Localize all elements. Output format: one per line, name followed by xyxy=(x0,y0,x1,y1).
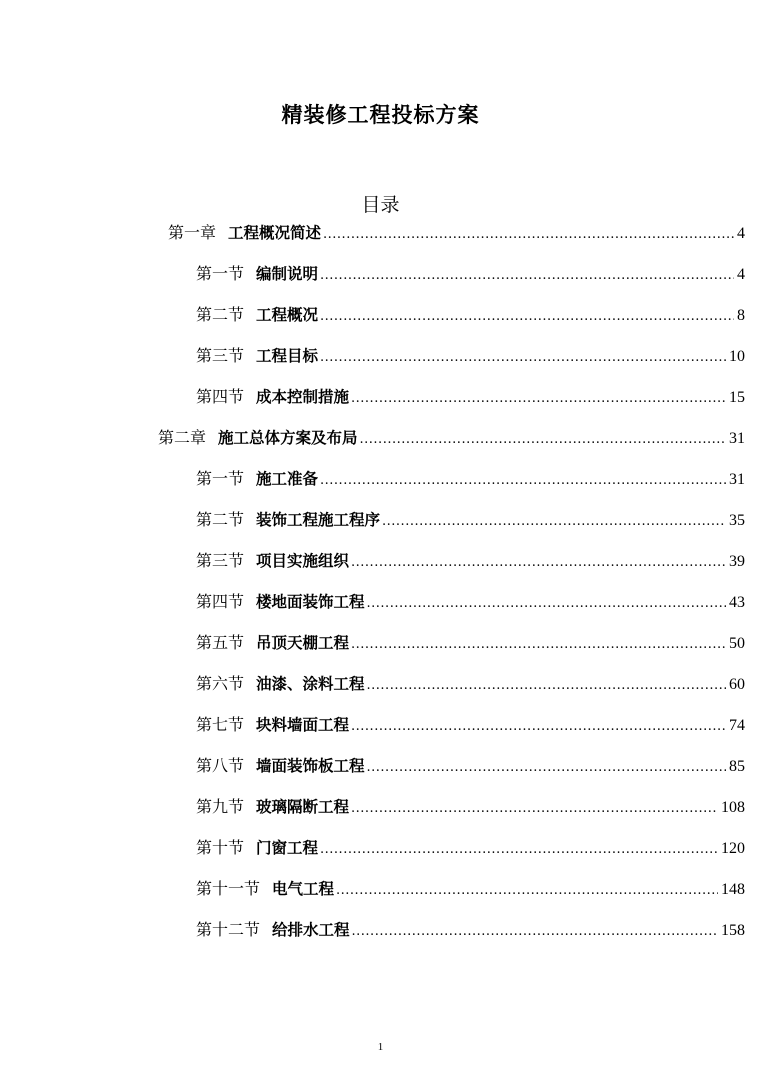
toc-entry-page: 31 xyxy=(729,430,745,447)
toc-entry-page: 158 xyxy=(721,922,745,939)
toc-entry-section[interactable] xyxy=(196,917,745,943)
toc-entry-number: 第一章 xyxy=(168,223,217,242)
toc-entry-number: 第二章 xyxy=(158,428,207,447)
toc-entry-title: 编制说明 xyxy=(256,265,319,283)
toc-entry-number: 第十二节 xyxy=(196,920,261,939)
toc-entry-page: 43 xyxy=(729,594,745,611)
toc-entry-title: 吊顶天棚工程 xyxy=(256,634,350,652)
toc-leader-dots xyxy=(351,796,718,822)
toc-leader-dots xyxy=(351,632,726,658)
toc-entry-title: 装饰工程施工程序 xyxy=(256,511,381,529)
toc-leader-dots xyxy=(320,345,726,371)
toc-entry-page: 4 xyxy=(737,225,745,242)
toc-entry-section[interactable] xyxy=(196,835,745,861)
toc-leader-dots xyxy=(382,509,726,535)
toc-entry-title: 玻璃隔断工程 xyxy=(256,798,350,816)
toc-leader-dots xyxy=(336,878,718,904)
toc-entry-number: 第四节 xyxy=(196,592,245,611)
toc-entry-title: 工程概况简述 xyxy=(228,224,322,242)
toc-entry-page: 120 xyxy=(721,840,745,857)
document-title: 精装修工程投标方案 xyxy=(281,102,480,127)
toc-leader-dots xyxy=(367,673,726,699)
toc-entry-page: 15 xyxy=(729,389,745,406)
toc-entry-title: 墙面装饰板工程 xyxy=(256,757,365,775)
toc-entry-section[interactable] xyxy=(196,466,745,492)
toc-entry-chapter[interactable] xyxy=(168,220,745,246)
toc-entry-number: 第五节 xyxy=(196,633,245,652)
toc-entry-number: 第二节 xyxy=(196,305,245,324)
toc-entry-page: 4 xyxy=(737,266,745,283)
toc-entry-title: 成本控制措施 xyxy=(256,388,350,406)
toc-leader-dots xyxy=(351,714,726,740)
toc-entry-chapter[interactable] xyxy=(158,425,745,451)
toc-leader-dots xyxy=(367,591,726,617)
toc-entry-number: 第七节 xyxy=(196,715,245,734)
toc-entry-section[interactable] xyxy=(196,261,745,287)
toc-entry-title: 施工准备 xyxy=(256,470,319,488)
toc-leader-dots xyxy=(320,304,734,330)
toc-entry-title: 门窗工程 xyxy=(256,839,319,857)
toc-entry-title: 油漆、涂料工程 xyxy=(256,675,365,693)
toc-entry-title: 工程目标 xyxy=(256,347,319,365)
toc-entry-title: 项目实施组织 xyxy=(256,552,350,570)
toc-entry-title: 块料墙面工程 xyxy=(256,716,350,734)
toc-entry-title: 给排水工程 xyxy=(272,921,350,939)
toc-leader-dots xyxy=(320,468,726,494)
toc-entry-page: 148 xyxy=(721,881,745,898)
toc-entry-title: 电气工程 xyxy=(272,880,335,898)
toc-entry-number: 第十一节 xyxy=(196,879,261,898)
toc-entry-number: 第四节 xyxy=(196,387,245,406)
toc-heading: 目录 xyxy=(361,194,400,216)
toc-entry-page: 50 xyxy=(729,635,745,652)
toc-entry-page: 35 xyxy=(729,512,745,529)
toc-entry-section[interactable] xyxy=(196,876,745,902)
toc-entry-section[interactable] xyxy=(196,630,745,656)
toc-entry-section[interactable] xyxy=(196,302,745,328)
toc-entry-title: 楼地面装饰工程 xyxy=(256,593,365,611)
toc-entry-number: 第三节 xyxy=(196,346,245,365)
toc-entry-number: 第一节 xyxy=(196,469,245,488)
toc-entry-section[interactable] xyxy=(196,753,745,779)
toc-entry-number: 第二节 xyxy=(196,510,245,529)
toc-entry-section[interactable] xyxy=(196,712,745,738)
toc-entry-number: 第九节 xyxy=(196,797,245,816)
toc-entry-section[interactable] xyxy=(196,589,745,615)
toc-entry-page: 108 xyxy=(721,799,745,816)
toc-leader-dots xyxy=(360,427,726,453)
toc-entry-number: 第三节 xyxy=(196,551,245,570)
toc-entry-page: 85 xyxy=(729,758,745,775)
toc-entry-section[interactable] xyxy=(196,343,745,369)
toc-leader-dots xyxy=(320,837,718,863)
toc-entry-section[interactable] xyxy=(196,384,745,410)
page-number: 1 xyxy=(377,1041,384,1053)
toc-leader-dots xyxy=(323,222,734,248)
toc-entry-section[interactable] xyxy=(196,671,745,697)
toc-entry-title: 施工总体方案及布局 xyxy=(218,429,358,447)
toc-entry-page: 8 xyxy=(737,307,745,324)
toc-entry-page: 39 xyxy=(729,553,745,570)
toc-entry-page: 74 xyxy=(729,717,745,734)
toc-entry-title: 工程概况 xyxy=(256,306,319,324)
toc-entry-number: 第六节 xyxy=(196,674,245,693)
toc-entry-page: 31 xyxy=(729,471,745,488)
toc-entry-number: 第八节 xyxy=(196,756,245,775)
toc-entry-section[interactable] xyxy=(196,794,745,820)
toc-entry-page: 10 xyxy=(729,348,745,365)
toc-leader-dots xyxy=(352,919,718,945)
toc-leader-dots xyxy=(351,386,726,412)
toc-entry-page: 60 xyxy=(729,676,745,693)
toc-leader-dots xyxy=(367,755,726,781)
toc-entry-section[interactable] xyxy=(196,507,745,533)
toc-leader-dots xyxy=(320,263,734,289)
toc-leader-dots xyxy=(351,550,726,576)
toc-entry-number: 第十节 xyxy=(196,838,245,857)
toc-entry-section[interactable] xyxy=(196,548,745,574)
toc-entry-number: 第一节 xyxy=(196,264,245,283)
